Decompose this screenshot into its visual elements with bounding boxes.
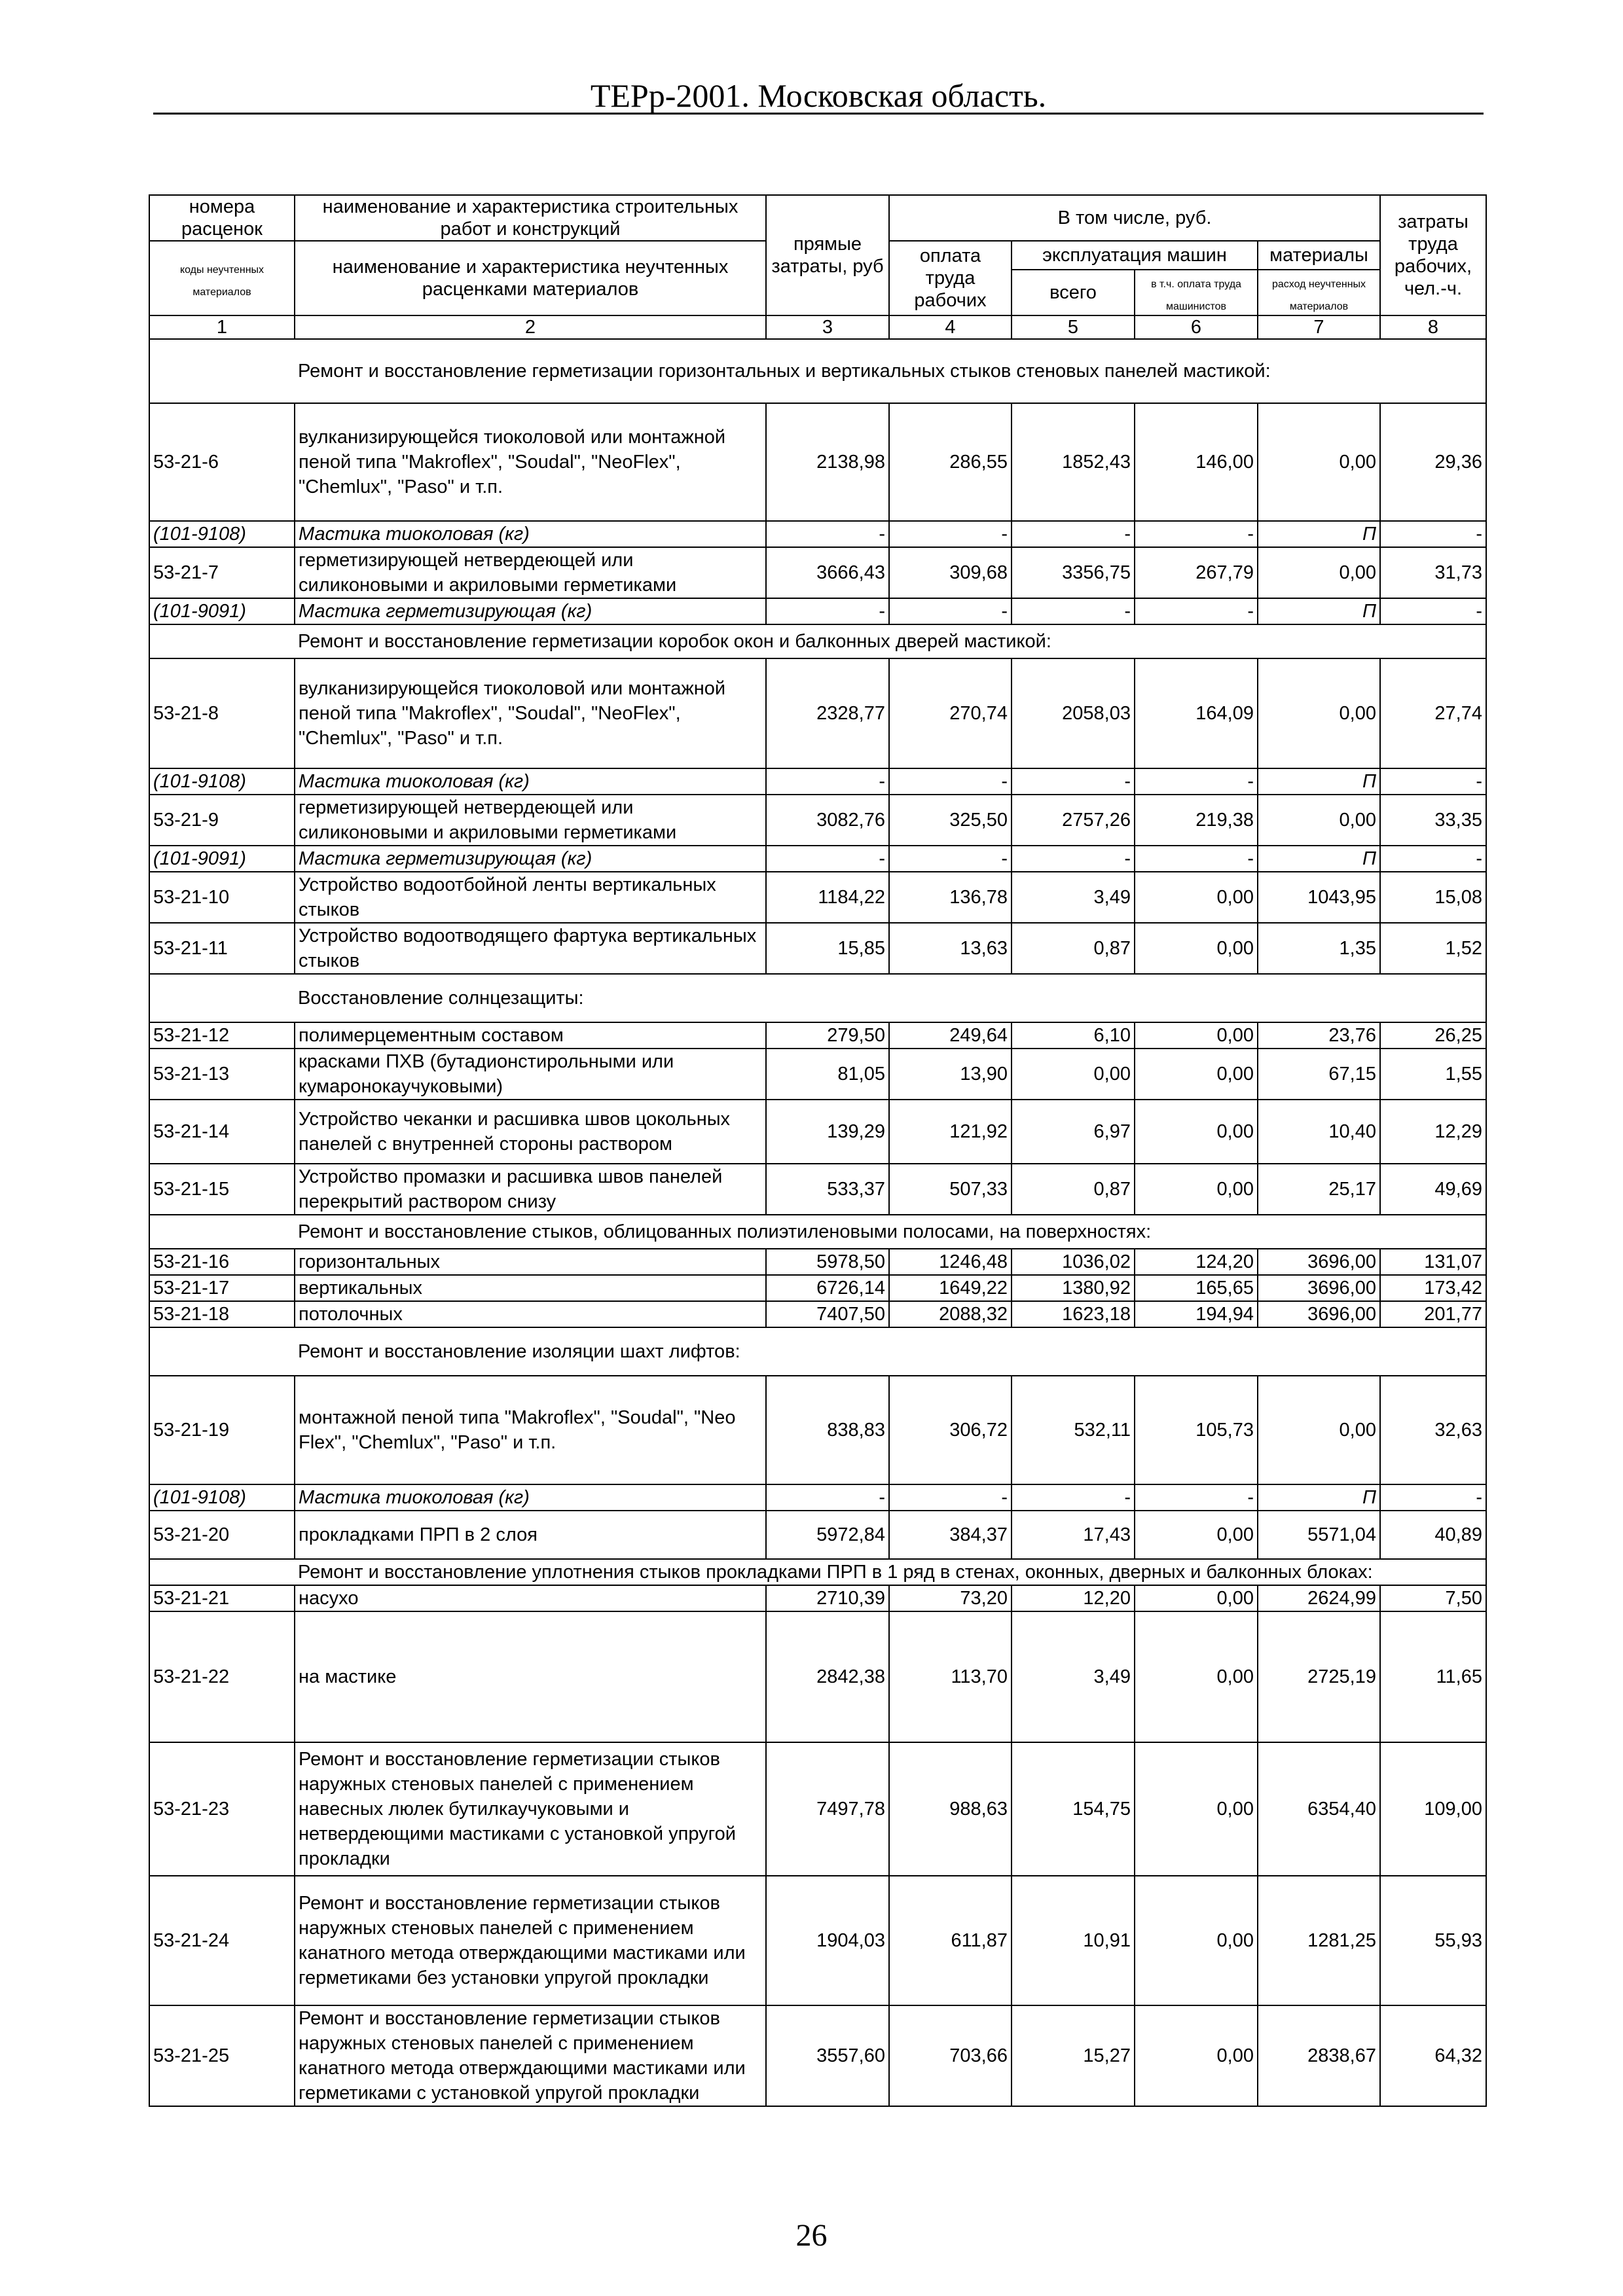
rate-row [149, 1511, 1486, 1559]
material-name: Мастика герметизирующая (кг) [295, 598, 766, 624]
material-row [149, 1484, 1486, 1511]
cell-materials: 0,00 [1258, 403, 1380, 521]
col-num-3: 3 [766, 315, 889, 339]
cell-direct-costs: 7407,50 [766, 1301, 889, 1327]
cell-labor-hours: - [1380, 846, 1486, 872]
cell-materials: 3696,00 [1258, 1301, 1380, 1327]
cell-labor-hours: 49,69 [1380, 1164, 1486, 1215]
cell-materials: 2725,19 [1258, 1611, 1380, 1742]
rate-row [149, 1164, 1486, 1215]
cell-labor-pay: 2088,32 [889, 1301, 1012, 1327]
cell-machinists-pay: 0,00 [1135, 1742, 1258, 1876]
cell-direct-costs: 139,29 [766, 1100, 889, 1164]
cell-labor-hours: 64,32 [1380, 2005, 1486, 2106]
cell-machines-total: - [1012, 598, 1135, 624]
cell-machines-total: - [1012, 768, 1135, 795]
cell-machinists-pay: 0,00 [1135, 872, 1258, 923]
rate-row [149, 403, 1486, 521]
cell-labor-pay: 507,33 [889, 1164, 1012, 1215]
cell-labor-pay: 988,63 [889, 1742, 1012, 1876]
cell-labor-pay: 13,63 [889, 923, 1012, 974]
cell-direct-costs: 2842,38 [766, 1611, 889, 1742]
col-num-6: 6 [1135, 315, 1258, 339]
rate-row [149, 795, 1486, 846]
cell-direct-costs: 15,85 [766, 923, 889, 974]
cell-materials: П [1258, 846, 1380, 872]
header-material-codes: коды неучтенных материалов [149, 241, 295, 315]
cell-labor-hours: 12,29 [1380, 1100, 1486, 1164]
cell-materials: 2624,99 [1258, 1585, 1380, 1611]
cell-machines-total: 1852,43 [1012, 403, 1135, 521]
cell-machines-total: 2757,26 [1012, 795, 1135, 846]
cell-materials: 6354,40 [1258, 1742, 1380, 1876]
cell-machines-total: - [1012, 1484, 1135, 1511]
cell-direct-costs: - [766, 846, 889, 872]
col-num-5: 5 [1012, 315, 1135, 339]
rate-code: 53-21-15 [149, 1164, 295, 1215]
material-code: (101-9091) [149, 598, 295, 624]
cell-machinists-pay: 0,00 [1135, 1100, 1258, 1164]
cell-direct-costs: 1184,22 [766, 872, 889, 923]
rate-code: 53-21-24 [149, 1876, 295, 2005]
cell-labor-hours: 131,07 [1380, 1249, 1486, 1275]
rate-code: 53-21-25 [149, 2005, 295, 2106]
cell-labor-hours: 40,89 [1380, 1511, 1486, 1559]
header-group: В том числе, руб. [889, 195, 1380, 241]
rate-code: 53-21-12 [149, 1022, 295, 1049]
rate-description: Ремонт и восстановление герметизации стыков наружных стеновых панелей с применением канатного метода отверждающими мастиками или герметиками с установкой упругой прокладки [295, 2005, 766, 2106]
cell-machines-total: 1380,92 [1012, 1275, 1135, 1301]
rate-row [149, 1275, 1486, 1301]
cell-labor-pay: 306,72 [889, 1376, 1012, 1484]
material-name: Мастика тиоколовая (кг) [295, 768, 766, 795]
cell-labor-hours: 11,65 [1380, 1611, 1486, 1742]
cell-labor-pay: 113,70 [889, 1611, 1012, 1742]
cell-machinists-pay: - [1135, 768, 1258, 795]
cell-labor-pay: 249,64 [889, 1022, 1012, 1049]
material-code: (101-9108) [149, 768, 295, 795]
cell-machines-total: 6,10 [1012, 1022, 1135, 1049]
cell-labor-hours: 31,73 [1380, 547, 1486, 598]
section-blank-cell [149, 1215, 295, 1249]
header-labor-hours: затраты труда рабочих, чел.-ч. [1380, 195, 1486, 315]
rate-description: полимерцементным составом [295, 1022, 766, 1049]
cell-machinists-pay: - [1135, 846, 1258, 872]
rate-code: 53-21-18 [149, 1301, 295, 1327]
cell-labor-pay: 121,92 [889, 1100, 1012, 1164]
rate-code: 53-21-17 [149, 1275, 295, 1301]
cell-machines-total: 6,97 [1012, 1100, 1135, 1164]
rate-row [149, 547, 1486, 598]
section-row [149, 974, 1486, 1022]
cell-machines-total: 532,11 [1012, 1376, 1135, 1484]
section-blank-cell [149, 339, 295, 403]
rate-code: 53-21-8 [149, 658, 295, 768]
rate-description: герметизирующей нетвердеющей или силиконовыми и акриловыми герметиками [295, 795, 766, 846]
cell-direct-costs: 533,37 [766, 1164, 889, 1215]
cell-labor-pay: - [889, 521, 1012, 547]
cell-labor-pay: 13,90 [889, 1049, 1012, 1100]
rate-description: Ремонт и восстановление герметизации стыков наружных стеновых панелей с применением навесных люлек бутилкаучуковыми и нетвердеющими мастиками с установкой упругой прокладки [295, 1742, 766, 1876]
rate-row [149, 1249, 1486, 1275]
cell-direct-costs: 6726,14 [766, 1275, 889, 1301]
cell-direct-costs: 81,05 [766, 1049, 889, 1100]
rate-code: 53-21-10 [149, 872, 295, 923]
cell-labor-hours: 1,52 [1380, 923, 1486, 974]
rate-description: насухо [295, 1585, 766, 1611]
cell-labor-pay: 1649,22 [889, 1275, 1012, 1301]
rate-description: вулканизирующейся тиоколовой или монтажной пеной типа "Makroflex", "Soudal", "NeoFlex", "Chemlux", "Paso" и т.п. [295, 403, 766, 521]
cell-machinists-pay: 124,20 [1135, 1249, 1258, 1275]
cell-materials: 3696,00 [1258, 1275, 1380, 1301]
cell-machinists-pay: 164,09 [1135, 658, 1258, 768]
rate-row [149, 658, 1486, 768]
cell-machines-total: 0,00 [1012, 1049, 1135, 1100]
cell-machinists-pay: - [1135, 1484, 1258, 1511]
cell-machines-total: 12,20 [1012, 1585, 1135, 1611]
col-num-2: 2 [295, 315, 766, 339]
rate-row [149, 1049, 1486, 1100]
section-blank-cell [149, 1559, 295, 1585]
header-machinists-pay: в т.ч. оплата труда машинистов [1135, 270, 1258, 315]
cell-direct-costs: - [766, 768, 889, 795]
cell-machines-total: 3,49 [1012, 872, 1135, 923]
column-numbers-row [149, 315, 1486, 339]
cell-machinists-pay: - [1135, 521, 1258, 547]
cell-machinists-pay: 0,00 [1135, 1164, 1258, 1215]
cell-direct-costs: 3082,76 [766, 795, 889, 846]
cell-materials: 0,00 [1258, 547, 1380, 598]
table-header [149, 195, 1486, 339]
header-code: номера расценок [149, 195, 295, 241]
rate-row [149, 1876, 1486, 2005]
cell-materials: 1281,25 [1258, 1876, 1380, 2005]
cell-direct-costs: 7497,78 [766, 1742, 889, 1876]
col-num-1: 1 [149, 315, 295, 339]
rate-description: Устройство водоотбойной ленты вертикальных стыков [295, 872, 766, 923]
rate-code: 53-21-6 [149, 403, 295, 521]
rate-description: горизонтальных [295, 1249, 766, 1275]
cell-materials: 5571,04 [1258, 1511, 1380, 1559]
cell-labor-pay: - [889, 598, 1012, 624]
cell-labor-pay: 270,74 [889, 658, 1012, 768]
rate-row [149, 1301, 1486, 1327]
section-title: Ремонт и восстановление уплотнения стыков прокладками ПРП в 1 ряд в стенах, оконных, дверных и балконных блоках: [295, 1559, 1486, 1585]
col-num-8: 8 [1380, 315, 1486, 339]
header-direct-costs: прямые затраты, руб [766, 195, 889, 315]
material-row [149, 521, 1486, 547]
cell-machinists-pay: 0,00 [1135, 1876, 1258, 2005]
cell-direct-costs: - [766, 1484, 889, 1511]
header-machines-total: всего [1012, 270, 1135, 315]
cell-labor-hours: 27,74 [1380, 658, 1486, 768]
section-title: Ремонт и восстановление стыков, облицованных полиэтиленовыми полосами, на поверхностях: [295, 1215, 1486, 1249]
section-title: Восстановление солнцезащиты: [295, 974, 1486, 1022]
material-code: (101-9091) [149, 846, 295, 872]
rate-description: на мастике [295, 1611, 766, 1742]
cell-labor-hours: 173,42 [1380, 1275, 1486, 1301]
cell-direct-costs: 3557,60 [766, 2005, 889, 2106]
cell-materials: 0,00 [1258, 795, 1380, 846]
cell-machinists-pay: 0,00 [1135, 2005, 1258, 2106]
rate-description: Устройство водоотводящего фартука вертикальных стыков [295, 923, 766, 974]
page-title: ТЕРр-2001. Московская область. [590, 77, 1047, 114]
cell-direct-costs: 838,83 [766, 1376, 889, 1484]
cell-labor-hours: 201,77 [1380, 1301, 1486, 1327]
material-row [149, 846, 1486, 872]
cell-machines-total: 3356,75 [1012, 547, 1135, 598]
cell-machinists-pay: 165,65 [1135, 1275, 1258, 1301]
cell-machinists-pay: 105,73 [1135, 1376, 1258, 1484]
cell-machinists-pay: 194,94 [1135, 1301, 1258, 1327]
cell-machinists-pay: 219,38 [1135, 795, 1258, 846]
cell-materials: П [1258, 1484, 1380, 1511]
cell-machines-total: 3,49 [1012, 1611, 1135, 1742]
cell-labor-pay: 325,50 [889, 795, 1012, 846]
header-materials: материалы [1258, 241, 1380, 270]
rate-row [149, 1742, 1486, 1876]
cell-labor-pay: 611,87 [889, 1876, 1012, 2005]
cell-machines-total: 15,27 [1012, 2005, 1135, 2106]
cell-labor-hours: 7,50 [1380, 1585, 1486, 1611]
cell-direct-costs: - [766, 598, 889, 624]
rate-row [149, 1022, 1486, 1049]
cell-machines-total: 10,91 [1012, 1876, 1135, 2005]
cell-labor-pay: 384,37 [889, 1511, 1012, 1559]
cell-direct-costs: 2328,77 [766, 658, 889, 768]
cell-machines-total: 17,43 [1012, 1511, 1135, 1559]
cell-labor-pay: 703,66 [889, 2005, 1012, 2106]
cell-materials: 0,00 [1258, 658, 1380, 768]
cell-labor-hours: - [1380, 521, 1486, 547]
col-num-4: 4 [889, 315, 1012, 339]
section-row [149, 1559, 1486, 1585]
cell-machines-total: 1036,02 [1012, 1249, 1135, 1275]
cell-labor-hours: 26,25 [1380, 1022, 1486, 1049]
header-material-names: наименование и характеристика неучтенных расценками материалов [295, 241, 766, 315]
rate-row [149, 1100, 1486, 1164]
cell-machines-total: - [1012, 521, 1135, 547]
cell-direct-costs: 5978,50 [766, 1249, 889, 1275]
cell-labor-pay: 73,20 [889, 1585, 1012, 1611]
cell-direct-costs: 1904,03 [766, 1876, 889, 2005]
cell-labor-hours: - [1380, 598, 1486, 624]
rate-description: Устройство чеканки и расшивка швов цокольных панелей с внутренней стороны раствором [295, 1100, 766, 1164]
page-number: 26 [795, 2218, 828, 2253]
material-name: Мастика герметизирующая (кг) [295, 846, 766, 872]
rate-code: 53-21-22 [149, 1611, 295, 1742]
rate-description: вулканизирующейся тиоколовой или монтажной пеной типа "Makroflex", "Soudal", "NeoFlex", "Chemlux", "Paso" и т.п. [295, 658, 766, 768]
section-title: Ремонт и восстановление герметизации горизонтальных и вертикальных стыков стеновых панелей мастикой: [295, 339, 1486, 403]
cell-machinists-pay: 0,00 [1135, 1049, 1258, 1100]
section-title: Ремонт и восстановление герметизации коробок окон и балконных дверей мастикой: [295, 624, 1486, 658]
rate-description: монтажной пеной типа "Makroflex", "Soudal", "Neo Flex", "Chemlux", "Paso" и т.п. [295, 1376, 766, 1484]
material-row [149, 768, 1486, 795]
cell-direct-costs: 3666,43 [766, 547, 889, 598]
col-num-7: 7 [1258, 315, 1380, 339]
cell-machines-total: 0,87 [1012, 1164, 1135, 1215]
rate-code: 53-21-19 [149, 1376, 295, 1484]
header-name: наименование и характеристика строительных работ и конструкций [295, 195, 766, 241]
cell-machines-total: 2058,03 [1012, 658, 1135, 768]
section-row [149, 1215, 1486, 1249]
rate-code: 53-21-21 [149, 1585, 295, 1611]
header-materials-usage: расход неучтенных материалов [1258, 270, 1380, 315]
material-code: (101-9108) [149, 1484, 295, 1511]
title-rule [153, 113, 1484, 115]
header-machines: эксплуатация машин [1012, 241, 1258, 270]
section-blank-cell [149, 1327, 295, 1376]
cell-labor-hours: 55,93 [1380, 1876, 1486, 2005]
rate-code: 53-21-7 [149, 547, 295, 598]
cell-direct-costs: 5972,84 [766, 1511, 889, 1559]
material-row [149, 598, 1486, 624]
rates-table [149, 194, 1487, 2107]
cell-labor-pay: - [889, 768, 1012, 795]
rate-description: Устройство промазки и расшивка швов панелей перекрытий раствором снизу [295, 1164, 766, 1215]
cell-machinists-pay: 0,00 [1135, 923, 1258, 974]
cell-machinists-pay: - [1135, 598, 1258, 624]
material-name: Мастика тиоколовая (кг) [295, 521, 766, 547]
cell-labor-hours: 1,55 [1380, 1049, 1486, 1100]
cell-machinists-pay: 267,79 [1135, 547, 1258, 598]
cell-direct-costs: 2138,98 [766, 403, 889, 521]
cell-machines-total: 154,75 [1012, 1742, 1135, 1876]
cell-machinists-pay: 0,00 [1135, 1585, 1258, 1611]
cell-machines-total: 0,87 [1012, 923, 1135, 974]
rate-code: 53-21-23 [149, 1742, 295, 1876]
cell-machinists-pay: 0,00 [1135, 1611, 1258, 1742]
rate-description: вертикальных [295, 1275, 766, 1301]
section-row [149, 339, 1486, 403]
material-name: Мастика тиоколовая (кг) [295, 1484, 766, 1511]
cell-labor-pay: - [889, 846, 1012, 872]
section-row [149, 624, 1486, 658]
cell-machinists-pay: 146,00 [1135, 403, 1258, 521]
cell-materials: П [1258, 521, 1380, 547]
cell-labor-hours: - [1380, 768, 1486, 795]
rate-code: 53-21-20 [149, 1511, 295, 1559]
rate-row [149, 1585, 1486, 1611]
cell-materials: П [1258, 768, 1380, 795]
table-body [149, 339, 1486, 2106]
cell-machines-total: 1623,18 [1012, 1301, 1135, 1327]
cell-direct-costs: - [766, 521, 889, 547]
cell-materials: 0,00 [1258, 1376, 1380, 1484]
header-labor-pay: оплата труда рабочих [889, 241, 1012, 315]
cell-direct-costs: 279,50 [766, 1022, 889, 1049]
cell-materials: 25,17 [1258, 1164, 1380, 1215]
cell-labor-pay: - [889, 1484, 1012, 1511]
rate-row [149, 2005, 1486, 2106]
rate-code: 53-21-14 [149, 1100, 295, 1164]
cell-materials: 10,40 [1258, 1100, 1380, 1164]
section-blank-cell [149, 624, 295, 658]
rate-row [149, 872, 1486, 923]
cell-labor-pay: 136,78 [889, 872, 1012, 923]
rate-description: герметизирующей нетвердеющей или силиконовыми и акриловыми герметиками [295, 547, 766, 598]
cell-labor-pay: 1246,48 [889, 1249, 1012, 1275]
cell-machinists-pay: 0,00 [1135, 1022, 1258, 1049]
rate-code: 53-21-9 [149, 795, 295, 846]
cell-labor-pay: 309,68 [889, 547, 1012, 598]
rate-row [149, 1376, 1486, 1484]
cell-materials: 1043,95 [1258, 872, 1380, 923]
cell-machines-total: - [1012, 846, 1135, 872]
cell-labor-hours: 15,08 [1380, 872, 1486, 923]
rate-description: прокладками ПРП в 2 слоя [295, 1511, 766, 1559]
section-title: Ремонт и восстановление изоляции шахт лифтов: [295, 1327, 1486, 1376]
cell-materials: 67,15 [1258, 1049, 1380, 1100]
cell-materials: 1,35 [1258, 923, 1380, 974]
rate-code: 53-21-11 [149, 923, 295, 974]
rate-code: 53-21-16 [149, 1249, 295, 1275]
section-blank-cell [149, 974, 295, 1022]
cell-materials: 2838,67 [1258, 2005, 1380, 2106]
rate-row [149, 1611, 1486, 1742]
cell-labor-hours: 29,36 [1380, 403, 1486, 521]
cell-materials: П [1258, 598, 1380, 624]
rate-code: 53-21-13 [149, 1049, 295, 1100]
section-row [149, 1327, 1486, 1376]
cell-materials: 3696,00 [1258, 1249, 1380, 1275]
cell-labor-hours: 32,63 [1380, 1376, 1486, 1484]
cell-machinists-pay: 0,00 [1135, 1511, 1258, 1559]
cell-labor-pay: 286,55 [889, 403, 1012, 521]
cell-direct-costs: 2710,39 [766, 1585, 889, 1611]
rate-description: потолочных [295, 1301, 766, 1327]
material-code: (101-9108) [149, 521, 295, 547]
rate-description: Ремонт и восстановление герметизации стыков наружных стеновых панелей с применением канатного метода отверждающими мастиками или герметиками без установки упругой прокладки [295, 1876, 766, 2005]
cell-labor-hours: 109,00 [1380, 1742, 1486, 1876]
rate-row [149, 923, 1486, 974]
rate-description: красками ПХВ (бутадионстирольными или кумаронокаучуковыми) [295, 1049, 766, 1100]
cell-labor-hours: - [1380, 1484, 1486, 1511]
cell-materials: 23,76 [1258, 1022, 1380, 1049]
cell-labor-hours: 33,35 [1380, 795, 1486, 846]
